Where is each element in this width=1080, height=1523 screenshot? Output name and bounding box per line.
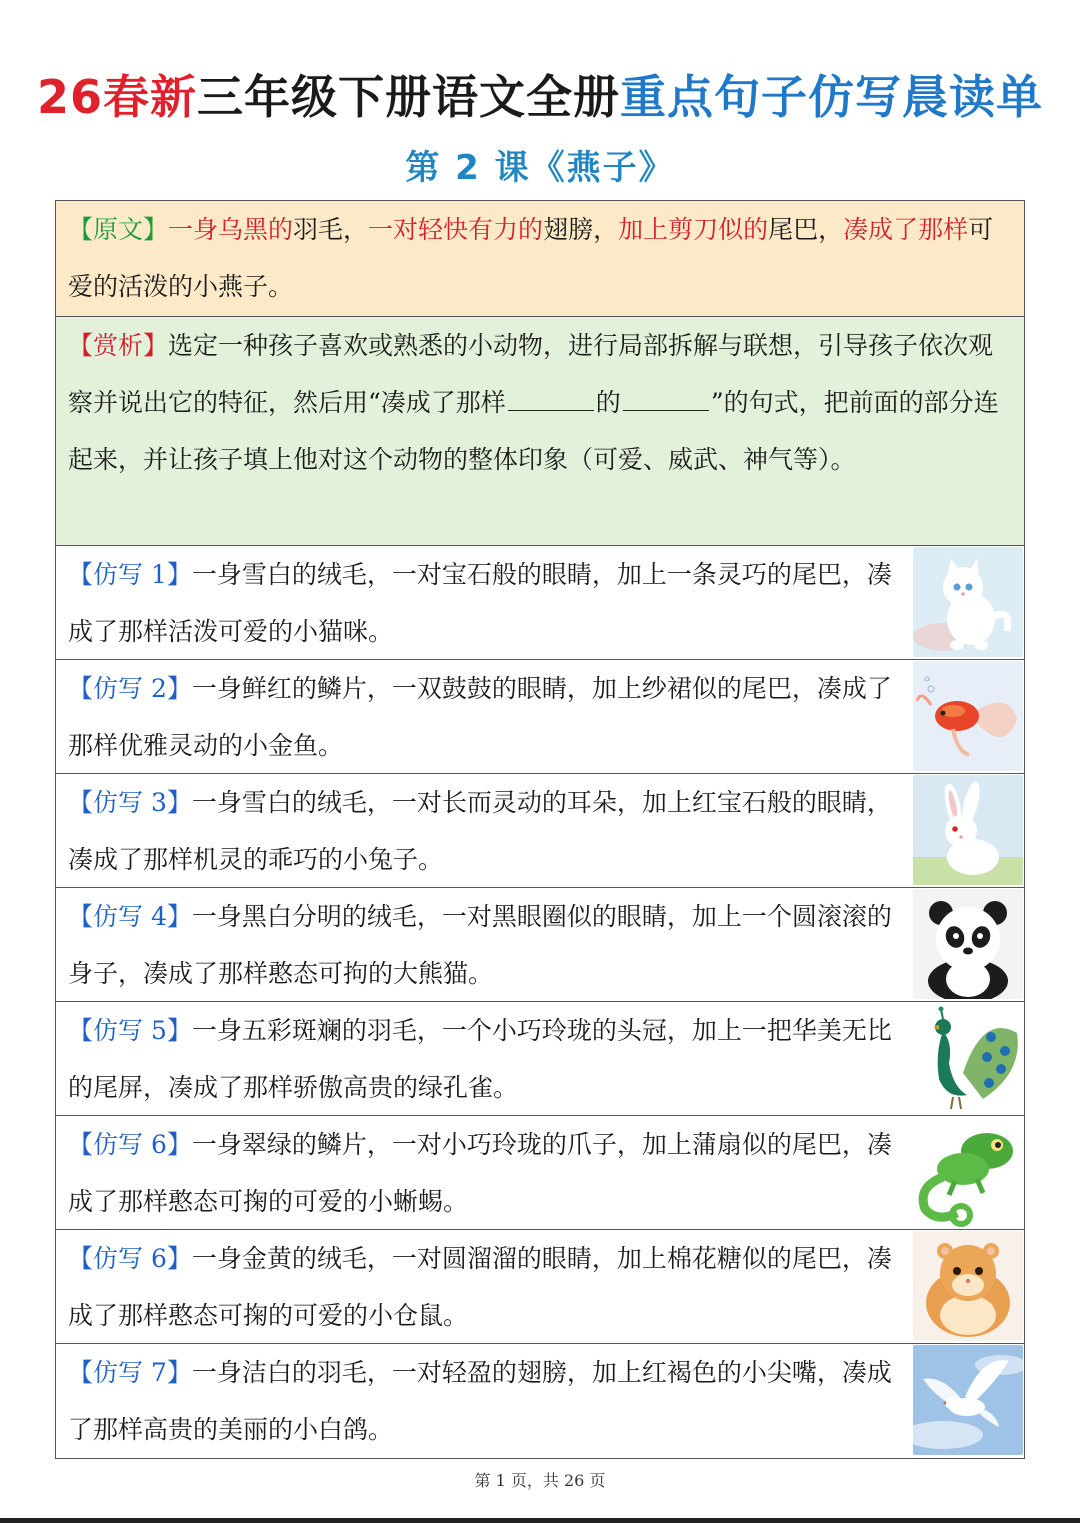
original-tag: 【原文】	[68, 215, 169, 244]
example-row	[56, 546, 1024, 660]
example-row	[56, 1230, 1024, 1344]
goldfish-illustration	[913, 661, 1023, 771]
cat-icon	[913, 547, 1023, 657]
dove-illustration	[913, 1345, 1023, 1455]
example-row	[56, 1116, 1024, 1230]
lesson-subtitle: 第 2 课《燕子》	[405, 148, 675, 188]
hamster-illustration	[913, 1231, 1023, 1341]
peacock-illustration	[913, 1003, 1023, 1113]
example-tag: 【仿写 3】	[68, 788, 192, 817]
example-tag: 【仿写 2】	[68, 674, 192, 703]
title-part-blue: 重点句子仿写晨读单	[620, 70, 1043, 124]
title-part-black: 三年级下册语文全册	[197, 70, 620, 124]
original-seg: 可爱的活泼的小燕子。	[68, 215, 994, 301]
example-tag: 【仿写 1】	[68, 560, 192, 589]
page-title	[0, 62, 1080, 132]
original-seg: 凑成了那样	[843, 215, 969, 244]
analysis-part: 选定一种孩子喜欢或熟悉的小动物，进行局部拆解与联想，引导孩子依次观察并说出它的特征，然后用“凑成了那样	[68, 331, 994, 417]
original-seg: 加上剪刀似的	[618, 215, 769, 244]
example-body: 一身黑白分明的绒毛，一对黑眼圈似的眼睛，加上一个圆滚滚的身子，凑成了那样憨态可拘的大熊猫。	[68, 902, 892, 988]
hamster-icon	[913, 1231, 1023, 1341]
original-seg: 羽毛，	[293, 215, 369, 244]
rabbit-illustration	[913, 775, 1023, 885]
example-text	[68, 1002, 904, 1116]
example-text	[68, 888, 904, 1002]
lizard-icon	[913, 1117, 1023, 1227]
original-seg: 一对轻快有力的	[368, 215, 544, 244]
example-text	[68, 774, 904, 888]
analysis-tag: 【赏析】	[68, 331, 169, 360]
analysis-part: ”的句式，把前面的部分连起来，并让孩子填上他对这个动物的整体印象（可爱、威武、神气等）。	[68, 388, 999, 474]
panda-illustration	[913, 889, 1023, 999]
original-text-row	[56, 201, 1024, 317]
bottom-divider	[0, 1518, 1080, 1523]
original-seg: 翅膀，	[543, 215, 619, 244]
dove-icon	[913, 1345, 1023, 1455]
fill-blank-line	[508, 384, 594, 411]
example-row	[56, 660, 1024, 774]
example-tag: 【仿写 5】	[68, 1016, 192, 1045]
example-tag: 【仿写 7】	[68, 1358, 192, 1387]
example-body: 一身雪白的绒毛，一对宝石般的眼睛，加上一条灵巧的尾巴，凑成了那样活泼可爱的小猫咪。	[68, 560, 892, 646]
fill-blank-line	[623, 384, 709, 411]
example-text	[68, 1116, 904, 1230]
analysis-text	[68, 317, 1016, 488]
lizard-illustration	[913, 1117, 1023, 1227]
example-tag: 【仿写 6】	[68, 1244, 192, 1273]
example-body: 一身翠绿的鳞片，一对小巧玲珑的爪子，加上蒲扇似的尾巴，凑成了那样憨态可掬的可爱的小蜥蜴。	[68, 1130, 892, 1216]
example-body: 一身金黄的绒毛，一对圆溜溜的眼睛，加上棉花糖似的尾巴，凑成了那样憨态可掬的可爱的小仓鼠。	[68, 1244, 892, 1330]
title-part-red: 26春新	[36, 70, 197, 124]
original-text	[68, 201, 1016, 315]
page-footer: 第 1 页，共 26 页	[474, 1471, 606, 1490]
worksheet-table	[55, 200, 1025, 1459]
example-row	[56, 1344, 1024, 1458]
example-text	[68, 1344, 904, 1458]
original-seg: 一身乌黑的	[168, 215, 294, 244]
example-tag: 【仿写 6】	[68, 1130, 192, 1159]
panda-icon	[913, 889, 1023, 999]
goldfish-icon	[913, 661, 1023, 771]
example-body: 一身鲜红的鳞片，一双鼓鼓的眼睛，加上纱裙似的尾巴，凑成了那样优雅灵动的小金鱼。	[68, 674, 892, 760]
cat-illustration	[913, 547, 1023, 657]
original-seg: 尾巴，	[768, 215, 844, 244]
example-row	[56, 1002, 1024, 1116]
example-row	[56, 774, 1024, 888]
example-body: 一身五彩斑斓的羽毛，一个小巧玲珑的头冠，加上一把华美无比的尾屏，凑成了那样骄傲高贵的绿孔雀。	[68, 1016, 892, 1102]
example-body: 一身雪白的绒毛，一对长而灵动的耳朵，加上红宝石般的眼睛，凑成了那样机灵的乖巧的小兔子。	[68, 788, 892, 874]
example-text	[68, 1230, 904, 1344]
example-tag: 【仿写 4】	[68, 902, 192, 931]
analysis-part: 的	[595, 388, 621, 417]
rabbit-icon	[913, 775, 1023, 885]
analysis-row	[56, 317, 1024, 546]
peacock-icon	[913, 1003, 1023, 1113]
example-body: 一身洁白的羽毛，一对轻盈的翅膀，加上红褐色的小尖嘴，凑成了那样高贵的美丽的小白鸽。	[68, 1358, 892, 1444]
example-text	[68, 546, 904, 660]
example-row	[56, 888, 1024, 1002]
example-text	[68, 660, 904, 774]
